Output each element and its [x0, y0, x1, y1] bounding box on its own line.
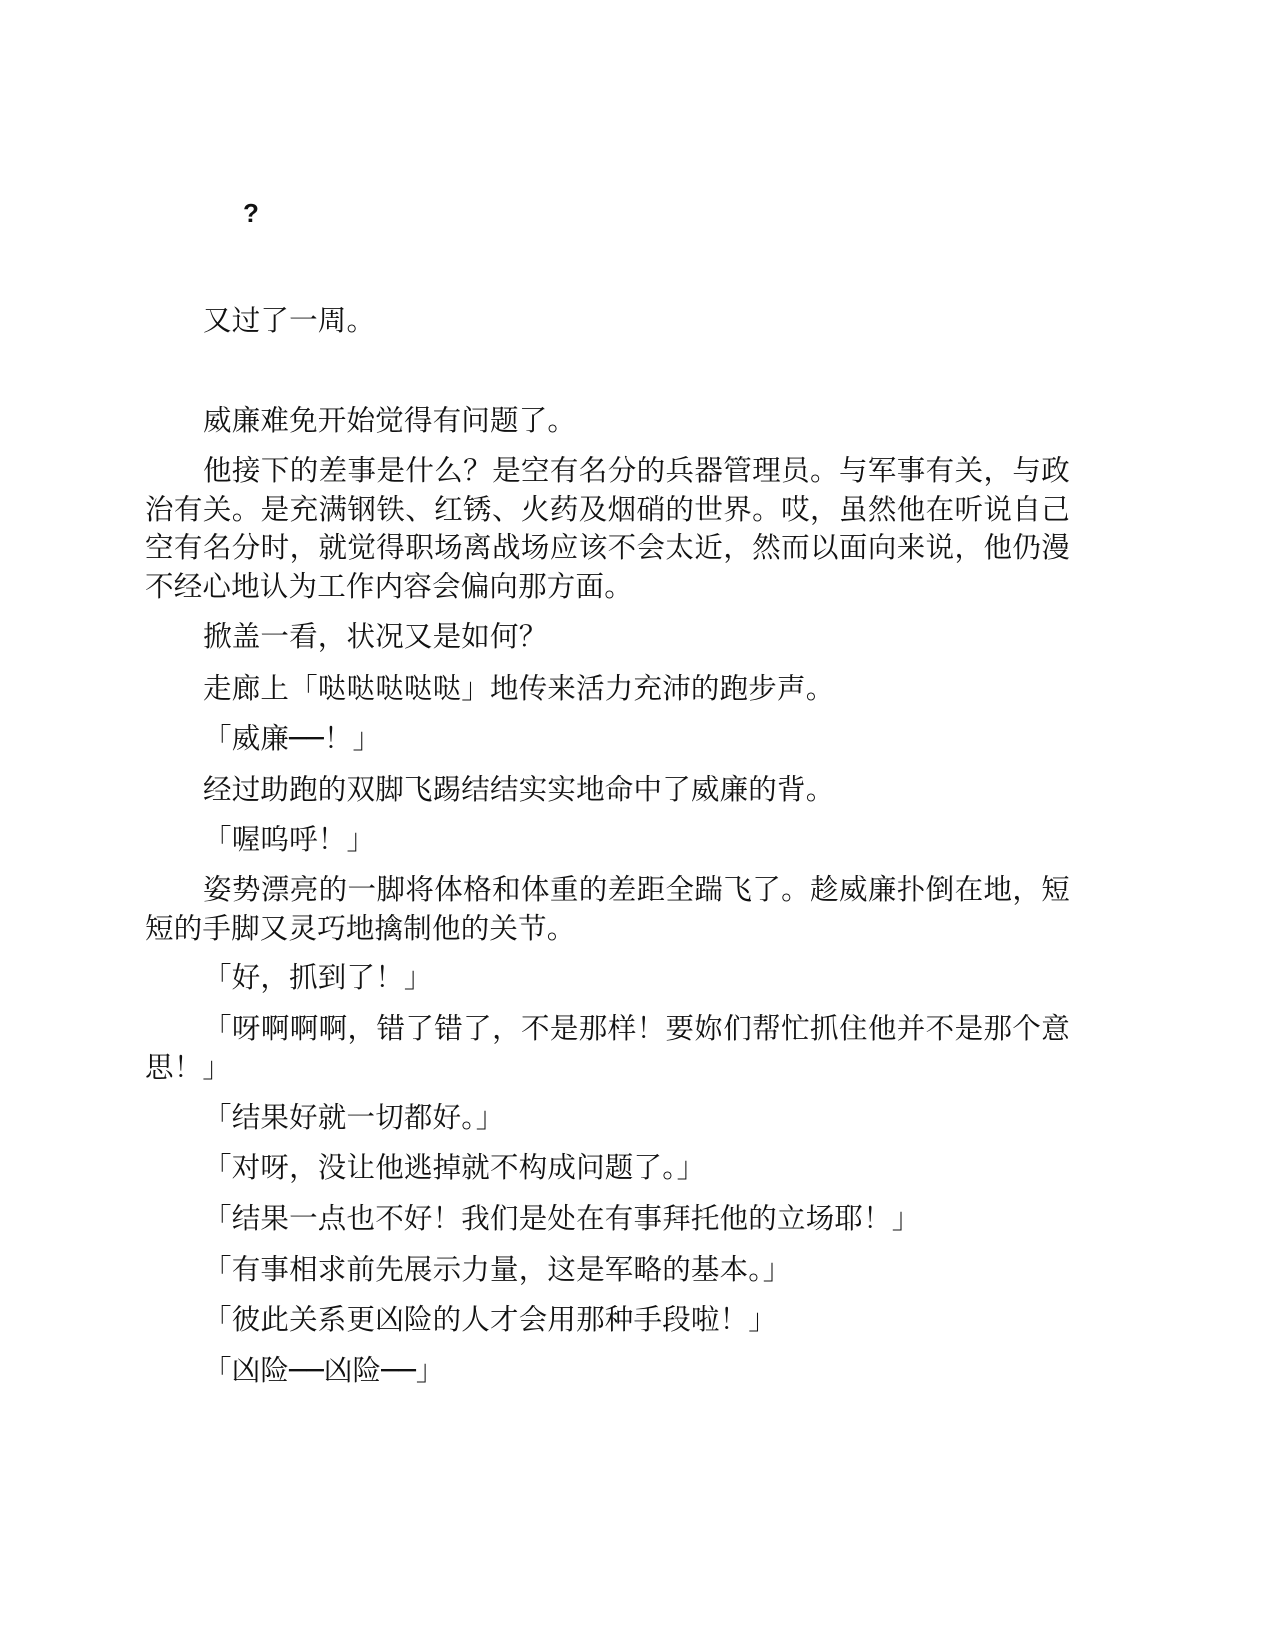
paragraph: 「凶险──凶险──」 — [203, 1354, 445, 1387]
paragraph: 「结果一点也不好！我们是处在有事拜托他的立场耶！」 — [203, 1202, 921, 1235]
paragraph: 「好，抓到了！」 — [203, 961, 433, 994]
paragraph: 他接下的差事是什么？是空有名分的兵器管理员。与军事有关，与政治有关。是充满钢铁、红锈、火药及烟硝的世界。哎，虽然他在听说自己空有名分时，就觉得职场离战场应该不会太近，然而以面向来说，他仍漫不经心地认为工作内容会偏向那方面。 — [145, 454, 1070, 603]
paragraph: 「结果好就一切都好。」 — [203, 1101, 505, 1134]
paragraph: 「有事相求前先展示力量，这是军略的基本。」 — [203, 1253, 792, 1286]
paragraph: 威廉难免开始觉得有问题了。 — [203, 404, 577, 437]
chapter-heading-mark: ? — [243, 198, 259, 228]
paragraph: 「彼此关系更凶险的人才会用那种手段啦！」 — [203, 1303, 778, 1336]
paragraph: 经过助跑的双脚飞踢结结实实地命中了威廉的背。 — [203, 773, 835, 806]
paragraph: 「呀啊啊啊，错了错了，不是那样！要妳们帮忙抓住他并不是那个意思！」 — [145, 1012, 1070, 1084]
paragraph: 「对呀，没让他逃掉就不构成问题了。」 — [203, 1151, 706, 1184]
paragraph: 「喔呜呼！」 — [203, 823, 376, 856]
paragraph: 又过了一周。 — [203, 304, 376, 337]
paragraph: 姿势漂亮的一脚将体格和体重的差距全踹飞了。趁威廉扑倒在地，短短的手脚又灵巧地擒制他的关节。 — [145, 873, 1070, 945]
paragraph: 走廊上「哒哒哒哒哒」地传来活力充沛的跑步声。 — [203, 672, 835, 705]
paragraph: 「威廉──！」 — [203, 722, 382, 755]
paragraph: 掀盖一看，状况又是如何？ — [203, 620, 548, 653]
